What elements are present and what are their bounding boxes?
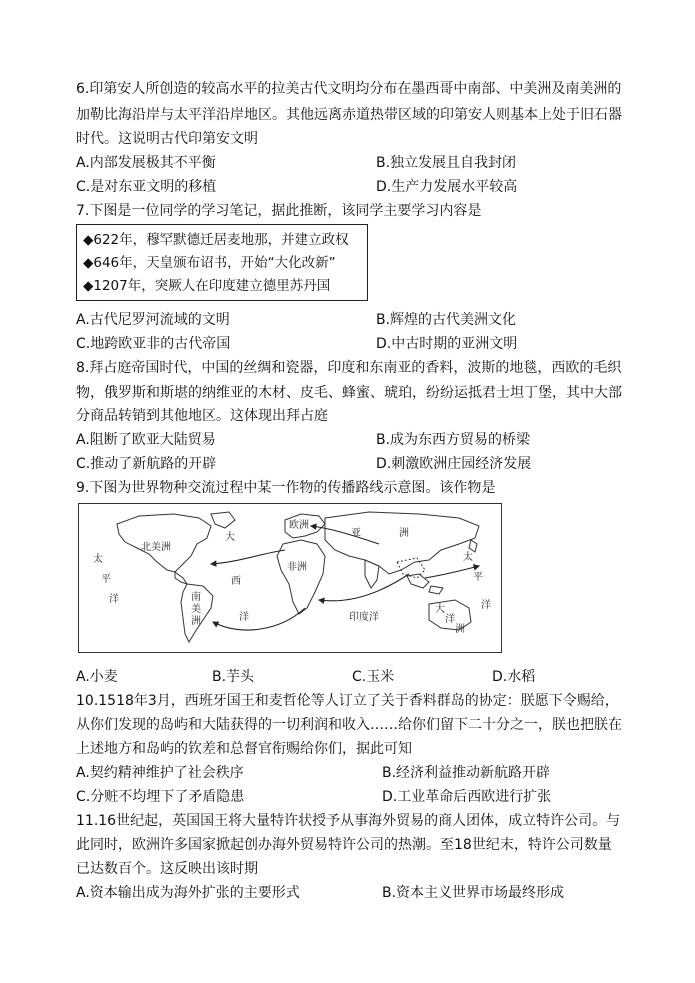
map-label-oceania-1: 大	[435, 604, 445, 615]
africa-shape	[277, 540, 325, 614]
map-label-pacific-yang-east: 洋	[481, 600, 491, 611]
q8-stem-line-1: 8.拜占庭帝国时代，中国的丝绸和瓷器，印度和东南亚的香料，波斯的地毯，西欧的毛织	[76, 360, 622, 376]
map-label-europe: 欧洲	[289, 520, 309, 531]
q9-option-b[interactable]: B.芋头	[212, 669, 255, 685]
map-label-oceania-3: 洲	[455, 624, 465, 635]
q8-option-d[interactable]: D.刺激欧洲庄园经济发展	[376, 456, 532, 472]
q11-option-b[interactable]: B.资本主义世界市场最终形成	[382, 885, 565, 901]
map-label-asia-1: 亚	[351, 528, 361, 539]
q11-stem-line-1: 11.16世纪起，英国国王将大量特许状授予从事海外贸易的商人团体，成立特许公司。与	[76, 813, 621, 829]
q9-option-d[interactable]: D.水稻	[492, 669, 536, 685]
q8-option-a[interactable]: A.阻断了欧亚大陆贸易	[76, 432, 216, 448]
q10-option-d[interactable]: D.工业革命后西欧进行扩张	[382, 789, 552, 805]
q11-stem-line-3: 已达数百个。这反映出该时期	[76, 861, 258, 877]
world-map-figure	[78, 503, 502, 653]
map-label-oceania-2: 洋	[445, 614, 455, 625]
q10-stem-line-3: 上述地方和岛屿的钦差和总督官衔赐给你们，据此可知	[76, 741, 412, 757]
route-to-pacific	[425, 566, 479, 578]
q7-option-b[interactable]: B.辉煌的古代美洲文化	[376, 312, 517, 328]
route-to-africa	[319, 574, 409, 601]
q6-option-d[interactable]: D.生产力发展水平较高	[376, 179, 518, 195]
q6-option-a[interactable]: A.内部发展极其不平衡	[76, 155, 216, 171]
q10-stem-line-1: 10.1518年3月，西班牙国王和麦哲伦等人订立了关于香料群岛的协定：朕愿下令赐给，	[76, 693, 619, 709]
map-label-atlantic-da: 大	[225, 532, 235, 543]
japan-shape	[469, 540, 477, 552]
greenland-shape	[211, 512, 235, 528]
central-america-shape	[175, 572, 187, 584]
q8-stem-line-2: 物，俄罗斯和斯堪的纳维亚的木材、皮毛、蜂蜜、琥珀，纷纷运抵君士坦丁堡，其中大部	[76, 385, 622, 401]
q7-option-d[interactable]: D.中古时期的亚洲文明	[376, 336, 518, 352]
map-label-atlantic-yang: 洋	[239, 612, 249, 623]
q8-option-b[interactable]: B.成为东西方贸易的桥梁	[376, 432, 531, 448]
q10-option-b[interactable]: B.经济利益推动新航路开辟	[382, 765, 551, 781]
q8-option-c[interactable]: C.推动了新航路的开辟	[76, 456, 217, 472]
q6-option-b[interactable]: B.独立发展且自我封闭	[376, 155, 517, 171]
q7-option-a[interactable]: A.古代尼罗河流域的文明	[76, 312, 230, 328]
q6-option-c[interactable]: C.是对东亚文明的移植	[76, 179, 217, 195]
map-label-pacific-tai-east: 太	[463, 552, 473, 563]
map-label-pacific-tai-west: 太	[93, 554, 103, 565]
route-to-south-america	[213, 608, 305, 630]
q6-stem-line-1: 6.印第安人所创造的较高水平的拉美古代文明均分布在墨西哥中南部、中美洲及南美洲的	[76, 81, 622, 97]
asia-shape	[325, 512, 479, 574]
q6-stem-line-2: 加勒比海沿岸与太平洋沿岸地区。其他远离赤道热带区域的印第安人则基本上处于旧石器	[76, 107, 622, 123]
q11-option-a[interactable]: A.资本输出成为海外扩张的主要形式	[76, 885, 300, 901]
q10-option-c[interactable]: C.分赃不均埋下了矛盾隐患	[76, 789, 245, 805]
india-shape	[365, 560, 379, 588]
q9-stem: 9.下图为世界物种交流过程中某一作物的传播路线示意图。该作物是	[76, 480, 496, 496]
southeast-asia-islands-shape	[407, 574, 443, 594]
map-label-south-america-1: 南	[191, 592, 201, 603]
q7-stem: 7.下图是一位同学的学习笔记，据此推断，该同学主要学习内容是	[76, 203, 482, 219]
map-label-south-america-2: 美	[191, 604, 201, 615]
q7-option-c[interactable]: C.地跨欧亚非的古代帝国	[76, 336, 231, 352]
map-label-south-america-3: 洲	[191, 616, 201, 627]
map-label-north-america: 北美洲	[141, 542, 171, 553]
q7-note-3: ◆1207年，突厥人在印度建立德里苏丹国	[83, 278, 331, 294]
map-label-pacific-ping-west: 平	[101, 574, 111, 585]
q10-option-a[interactable]: A.契约精神维护了社会秩序	[76, 765, 244, 781]
q7-note-2: ◆646年，天皇颁布诏书，开始“大化改新”	[83, 255, 336, 271]
route-to-europe	[311, 526, 379, 544]
q10-stem-line-2: 从你们发现的岛屿和大陆获得的一切利润和收入……给你们留下二十分之一，朕也把朕在	[76, 717, 622, 733]
world-map-svg	[79, 504, 501, 652]
map-label-pacific-yang-west: 洋	[109, 594, 119, 605]
map-label-asia-2: 洲	[399, 528, 409, 539]
q7-note-1: ◆622年，穆罕默德迁居麦地那，并建立政权	[83, 232, 349, 248]
q9-option-a[interactable]: A.小麦	[76, 669, 118, 685]
q6-stem-line-3: 时代。这说明古代印第安文明	[76, 131, 258, 147]
map-label-pacific-ping-east: 平	[473, 572, 483, 583]
q8-stem-line-3: 分商品转销到其他地区。这体现出拜占庭	[76, 408, 328, 424]
map-label-indian-ocean: 印度洋	[349, 612, 379, 623]
q11-stem-line-2: 此同时，欧洲许多国家掀起创办海外贸易特许公司的热潮。至18世纪末，特许公司数量	[76, 837, 612, 853]
q7-notes-box	[76, 224, 368, 301]
route-to-north-america	[211, 550, 285, 564]
q9-option-c[interactable]: C.玉米	[352, 669, 395, 685]
map-label-atlantic-xi: 西	[231, 576, 241, 587]
map-label-africa: 非洲	[287, 562, 307, 573]
